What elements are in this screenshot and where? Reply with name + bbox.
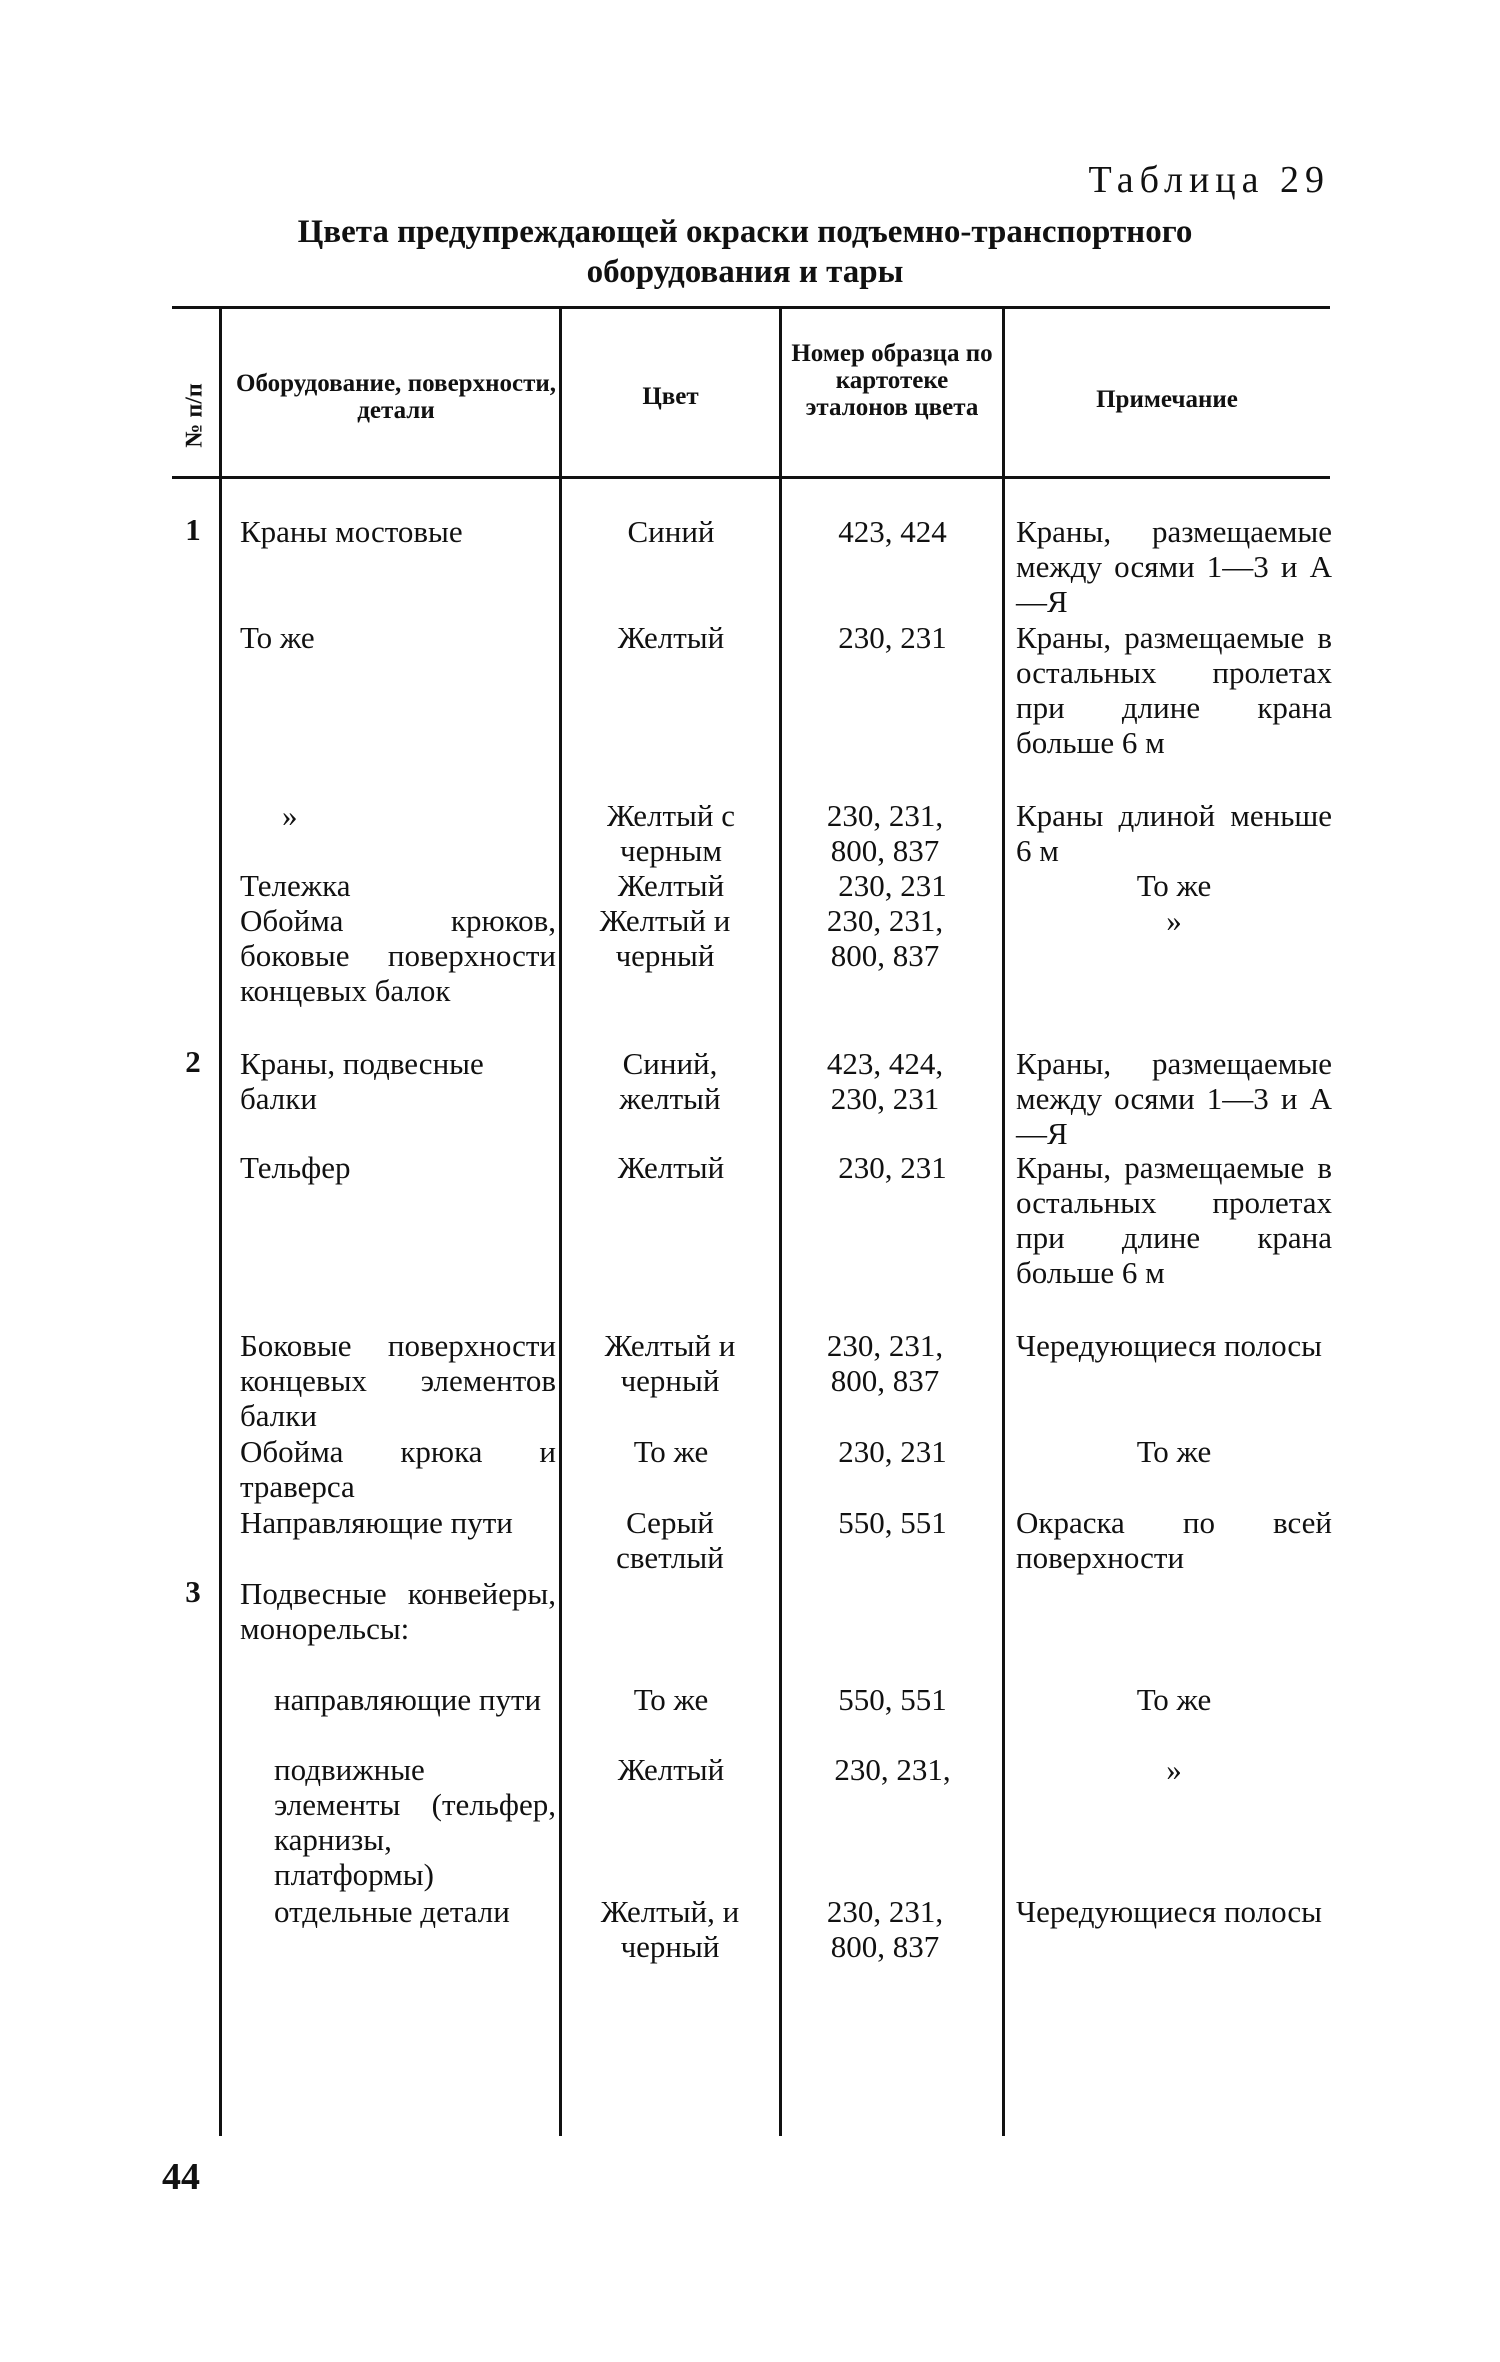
cell-note: » [1166,903,1182,938]
cell-color: Желтый и черный [599,903,731,973]
cell-note: Окраска по всей поверхности [1016,1505,1332,1575]
cell-sample: 230, 231 [838,868,947,903]
cell-color: Серый светлый [616,1505,724,1575]
cell-equipment: Боковые поверхности концевых элементов балки [240,1328,556,1433]
cell-sample: 230, 231, 800, 837 [826,1328,944,1398]
cell-color: То же [633,1682,709,1717]
cell-equipment: Краны мостовые [240,514,463,549]
cell-equipment: Краны, подвесные балки [240,1046,484,1116]
cell-note: » [1166,1752,1182,1787]
cell-color: То же [633,1434,709,1469]
column-divider [1002,306,1005,2136]
header-sample: Номер образца по картотеке эталонов цвета [791,340,993,421]
cell-note: Краны, размещаемые в остальных пролетах при длине крана больше 6 м [1016,620,1332,760]
cell-color: Синий, желтый [619,1046,721,1116]
cell-sample: 550, 551 [838,1505,947,1540]
title-line-1: Цвета предупреждающей окраски подъемно-транспортного [297,214,1193,250]
header-note: Примечание [1096,386,1238,413]
cell-sample: 550, 551 [838,1682,947,1717]
cell-sample: 423, 424 [838,514,947,549]
header-color: Цвет [642,383,699,410]
row-number: 3 [185,1574,201,1609]
cell-equipment: Тележка [240,868,351,903]
cell-equipment: » [282,798,298,833]
cell-sample: 230, 231 [838,620,947,655]
cell-color: Синий [627,514,715,549]
row-number: 2 [185,1044,201,1079]
cell-note: Краны, размещаемые между осями 1—3 и А—Я [1016,514,1332,619]
cell-equipment: Тельфер [240,1150,351,1185]
cell-equipment: направляющие пути [274,1682,542,1717]
table-top-rule [172,306,1330,309]
cell-equipment: Обойма крюка и траверса [240,1434,556,1504]
table-title [230,212,1260,292]
cell-color: Желтый [617,868,725,903]
cell-note: Чередующиеся полосы [1016,1894,1322,1929]
page-number: 44 [162,2156,200,2198]
cell-note: То же [1136,868,1212,903]
row-number: 1 [185,512,201,547]
cell-equipment: подвижные элементы (тельфер, карнизы, платформы) [274,1752,556,1892]
cell-equipment: Направляющие пути [240,1505,513,1540]
cell-sample: 230, 231 [838,1150,947,1185]
column-divider [779,306,782,2136]
cell-sample: 423, 424, 230, 231 [826,1046,944,1116]
column-divider [559,306,562,2136]
cell-color: Желтый [617,1150,725,1185]
cell-note: То же [1136,1682,1212,1717]
header-bottom-rule [172,476,1330,479]
cell-note: Краны, размещаемые в остальных пролетах при длине крана больше 6 м [1016,1150,1332,1290]
title-line-2: оборудования и тары [586,254,904,290]
cell-sample: 230, 231, 800, 837 [826,903,944,973]
cell-sample: 230, 231, 800, 837 [826,1894,944,1964]
cell-note: Краны длиной меньше 6 м [1016,798,1332,868]
cell-sample: 230, 231, [834,1752,951,1787]
header-num: № п/п [181,382,208,448]
cell-equipment: Обойма крюков, боковые поверхности концевых балок [240,903,556,1008]
cell-note: Краны, размещаемые между осями 1—3 и А—Я [1016,1046,1332,1151]
cell-equipment: Подвесные конвейеры, монорельсы: [240,1576,556,1646]
cell-sample: 230, 231 [838,1434,947,1469]
header-equipment: Оборудование, поверхности, детали [236,370,556,424]
table-number: Таблица 29 [1088,159,1330,201]
cell-note: Чередующиеся полосы [1016,1328,1322,1363]
cell-color: Желтый с черным [607,798,735,868]
cell-equipment: отдельные детали [274,1894,510,1929]
cell-color: Желтый [617,1752,725,1787]
cell-equipment: То же [240,620,315,655]
cell-note: То же [1136,1434,1212,1469]
cell-color: Желтый [617,620,725,655]
cell-sample: 230, 231, 800, 837 [826,798,944,868]
cell-color: Желтый, и черный [600,1894,740,1964]
cell-color: Желтый и черный [604,1328,736,1398]
column-divider [219,306,222,2136]
